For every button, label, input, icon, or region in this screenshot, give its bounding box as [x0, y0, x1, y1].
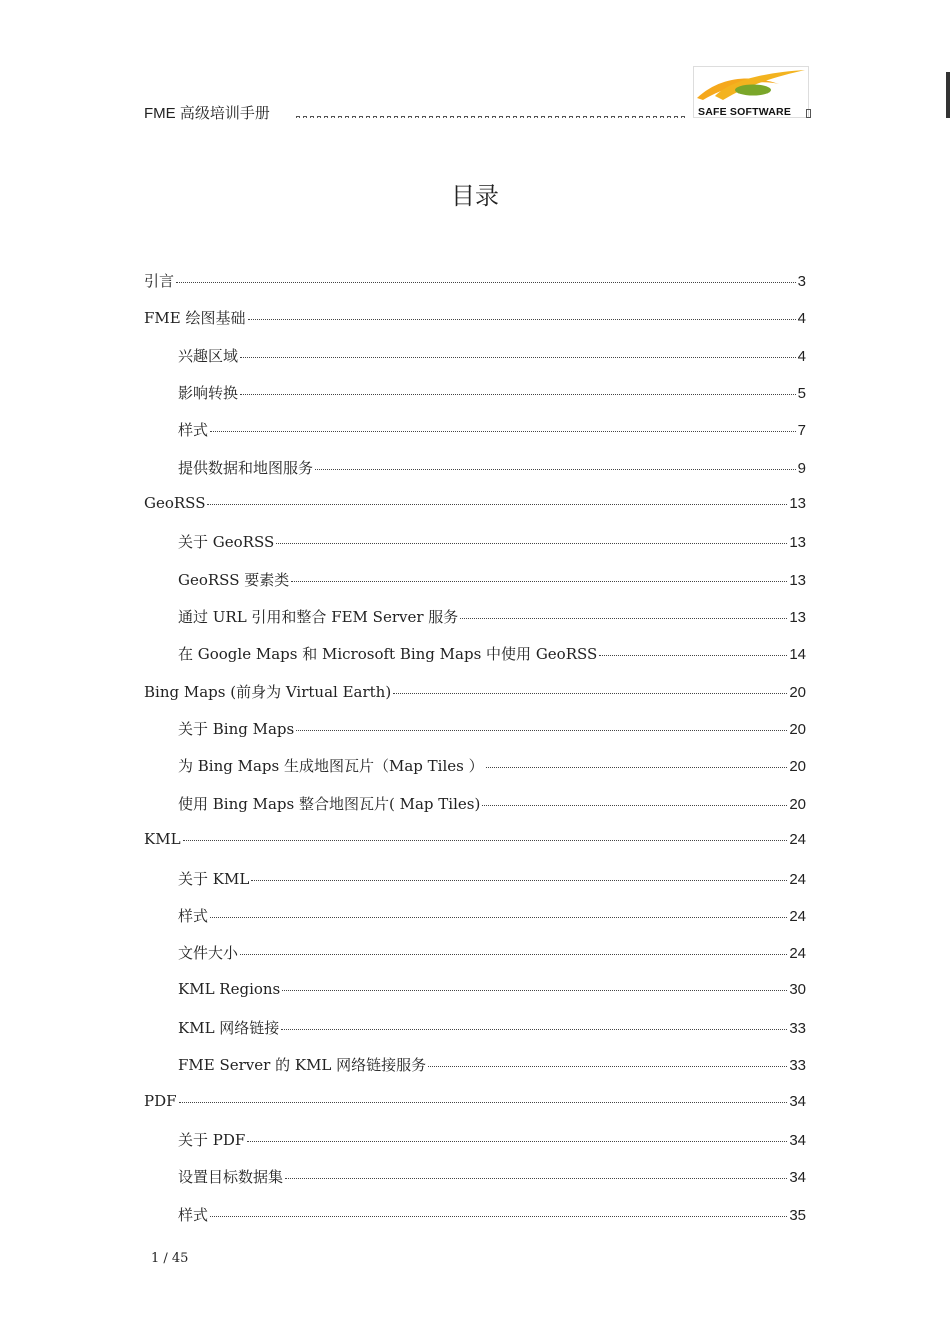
toc-dot-leader — [276, 543, 787, 544]
toc-entry-page-number: 34 — [789, 1131, 806, 1149]
placeholder-glyph — [310, 116, 314, 118]
toc-entry-page-number: 7 — [797, 422, 806, 440]
toc-entry-title[interactable]: 在 Google Maps 和 Microsoft Bing Maps 中使用 GeoRSS — [178, 645, 598, 664]
toc-entry[interactable] — [144, 1092, 806, 1129]
placeholder-glyph — [534, 116, 538, 118]
toc-entry-page-number: 13 — [789, 495, 806, 513]
toc-dot-leader — [183, 840, 788, 841]
toc-entry-page-number: 13 — [789, 609, 806, 627]
toc-entry[interactable] — [144, 905, 806, 942]
placeholder-glyph — [429, 116, 433, 118]
toc-dot-leader — [251, 880, 787, 881]
placeholder-glyph — [541, 116, 545, 118]
toc-entry[interactable] — [144, 1054, 806, 1091]
toc-entry-title[interactable]: 引言 — [144, 272, 175, 290]
toc-entry-page-number: 9 — [797, 459, 806, 477]
toc-entry-page-number: 24 — [789, 831, 806, 849]
toc-entry[interactable] — [144, 569, 806, 606]
placeholder-glyph — [478, 116, 482, 118]
placeholder-glyph — [401, 116, 405, 118]
toc-entry-page-number: 20 — [789, 721, 806, 739]
page-number: 1 / 45 — [151, 1251, 189, 1266]
placeholder-glyph — [380, 116, 384, 118]
toc-dot-leader — [210, 1216, 787, 1217]
toc-entry-page-number: 34 — [789, 1169, 806, 1187]
toc-entry[interactable] — [144, 419, 806, 456]
toc-dot-leader — [176, 282, 796, 283]
placeholder-glyph — [681, 116, 685, 118]
toc-entry-title[interactable]: Bing Maps (前身为 Virtual Earth) — [144, 682, 392, 701]
toc-entry-page-number: 33 — [789, 1057, 806, 1075]
toc-entry-title[interactable]: 关于 PDF — [178, 1130, 246, 1149]
toc-dot-leader — [240, 394, 796, 395]
placeholder-glyph — [646, 116, 650, 118]
toc-entry-title[interactable]: 通过 URL 引用和整合 FEM Server 服务 — [178, 608, 459, 627]
toc-entry-page-number: 20 — [789, 683, 806, 701]
placeholder-glyph — [387, 116, 391, 118]
toc-entry[interactable] — [144, 494, 806, 531]
placeholder-glyph — [296, 116, 300, 118]
header-end-glyph — [806, 109, 811, 118]
toc-entry-title[interactable]: 样式 — [178, 1205, 209, 1224]
toc-dot-leader — [240, 954, 787, 955]
toc-entry[interactable] — [144, 718, 806, 755]
toc-entry-title[interactable]: 样式 — [178, 421, 209, 440]
placeholder-glyph — [324, 116, 328, 118]
toc-entry-page-number: 24 — [789, 907, 806, 925]
placeholder-glyph — [492, 116, 496, 118]
placeholder-glyph — [555, 116, 559, 118]
placeholder-glyph — [632, 116, 636, 118]
placeholder-glyph — [548, 116, 552, 118]
toc-dot-leader — [210, 431, 796, 432]
toc-dot-leader — [486, 767, 788, 768]
toc-entry-title[interactable]: 关于 KML — [178, 869, 250, 888]
placeholder-glyph — [408, 116, 412, 118]
placeholder-glyph — [436, 116, 440, 118]
toc-entry[interactable] — [144, 457, 806, 494]
placeholder-glyph — [345, 116, 349, 118]
toc-entry-page-number: 3 — [797, 273, 806, 290]
toc-entry-page-number: 24 — [789, 945, 806, 963]
page-header — [144, 66, 816, 122]
toc-dot-leader — [599, 655, 787, 656]
toc-entry-title[interactable]: 提供数据和地图服务 — [178, 458, 314, 477]
placeholder-glyph — [303, 116, 307, 118]
toc-entry-page-number: 33 — [789, 1019, 806, 1037]
toc-entry-page-number: 4 — [797, 310, 806, 328]
toc-entry-title[interactable]: 为 Bing Maps 生成地图瓦片（Map Tiles ） — [178, 757, 484, 776]
placeholder-glyph — [352, 116, 356, 118]
placeholder-glyph — [674, 116, 678, 118]
toc-dot-leader — [296, 730, 787, 731]
toc-dot-leader — [247, 1141, 787, 1142]
placeholder-glyph — [639, 116, 643, 118]
placeholder-glyph — [576, 116, 580, 118]
placeholder-glyph — [527, 116, 531, 118]
toc-entry-title[interactable]: 使用 Bing Maps 整合地图瓦片( Map Tiles) — [178, 794, 481, 813]
placeholder-glyph — [604, 116, 608, 118]
placeholder-glyph — [366, 116, 370, 118]
placeholder-glyph — [625, 116, 629, 118]
toc-entry[interactable] — [144, 793, 806, 830]
toc-entry-title[interactable]: KML Regions — [178, 979, 281, 998]
toc-entry-page-number: 4 — [797, 347, 806, 365]
toc-dot-leader — [282, 990, 787, 991]
toc-entry[interactable] — [144, 942, 806, 979]
placeholder-glyph — [499, 116, 503, 118]
placeholder-glyph — [653, 116, 657, 118]
toc-entry-title[interactable]: 影响转换 — [178, 384, 239, 403]
toc-entry-title[interactable]: PDF — [144, 1091, 177, 1110]
placeholder-glyph — [660, 116, 664, 118]
toc-entry[interactable] — [144, 1166, 806, 1203]
toc-dot-leader — [210, 917, 787, 918]
toc-entry[interactable] — [144, 1129, 806, 1166]
toc-entry[interactable] — [144, 755, 806, 792]
toc-entry-page-number: 30 — [789, 980, 806, 998]
toc-entry-page-number: 13 — [789, 534, 806, 552]
toc-dot-leader — [179, 1102, 788, 1103]
toc-entry-title[interactable]: FME 绘图基础 — [144, 309, 246, 328]
placeholder-glyph — [331, 116, 335, 118]
toc-dot-leader — [315, 469, 796, 470]
toc-entry-title[interactable]: 关于 Bing Maps — [178, 720, 295, 739]
toc-entry[interactable] — [144, 345, 806, 382]
toc-entry[interactable] — [144, 643, 806, 680]
toc-entry-page-number: 14 — [789, 646, 806, 664]
placeholder-glyph — [569, 116, 573, 118]
toc-entry-page-number: 5 — [797, 385, 806, 403]
toc-entry[interactable] — [144, 1017, 806, 1054]
placeholder-glyph — [457, 116, 461, 118]
toc-entry-title[interactable]: 兴趣区域 — [178, 346, 239, 365]
toc-dot-leader — [460, 618, 787, 619]
toc-dot-leader — [393, 693, 787, 694]
toc-dot-leader — [285, 1178, 787, 1179]
toc-entry-page-number: 24 — [789, 870, 806, 888]
placeholder-glyph — [464, 116, 468, 118]
placeholder-glyph — [506, 116, 510, 118]
toc-entry-title[interactable]: KML — [144, 830, 181, 849]
placeholder-glyph — [597, 116, 601, 118]
header-placeholder-glyphs — [296, 109, 688, 118]
toc-entry-page-number: 34 — [789, 1092, 806, 1110]
placeholder-glyph — [394, 116, 398, 118]
placeholder-glyph — [373, 116, 377, 118]
toc-entry-page-number: 20 — [789, 758, 806, 776]
toc-dot-leader — [291, 581, 787, 582]
placeholder-glyph — [513, 116, 517, 118]
placeholder-glyph — [485, 116, 489, 118]
safe-software-logo — [693, 66, 809, 118]
toc-entry-title[interactable]: GeoRSS — [144, 494, 206, 513]
toc-entry-page-number: 35 — [789, 1206, 806, 1224]
toc-entry-title[interactable]: GeoRSS 要素类 — [178, 570, 290, 589]
toc-entry[interactable] — [144, 606, 806, 643]
toc-entry-title[interactable]: 关于 GeoRSS — [178, 533, 275, 552]
placeholder-glyph — [338, 116, 342, 118]
toc-entry[interactable] — [144, 307, 806, 344]
page-title: 目录 — [451, 182, 499, 210]
toc-entry[interactable] — [144, 382, 806, 419]
placeholder-glyph — [590, 116, 594, 118]
placeholder-glyph — [443, 116, 447, 118]
header-title: FME 高级培训手册 — [144, 105, 270, 122]
placeholder-glyph — [667, 116, 671, 118]
placeholder-glyph — [450, 116, 454, 118]
toc-dot-leader — [240, 357, 796, 358]
toc-entry[interactable] — [144, 270, 806, 307]
placeholder-glyph — [611, 116, 615, 118]
page-edge-mark — [946, 72, 950, 118]
toc-entry-page-number: 20 — [789, 795, 806, 813]
toc-entry-title[interactable]: FME Server 的 KML 网络链接服务 — [178, 1056, 427, 1075]
toc-entry-title[interactable]: 样式 — [178, 906, 209, 925]
toc-entry[interactable] — [144, 1204, 806, 1241]
toc-entry-title[interactable]: 文件大小 — [178, 944, 239, 963]
toc-entry-page-number: 13 — [789, 571, 806, 589]
table-of-contents — [144, 270, 806, 1241]
placeholder-glyph — [562, 116, 566, 118]
toc-dot-leader — [207, 504, 787, 505]
toc-entry-title[interactable]: 设置目标数据集 — [178, 1168, 284, 1187]
toc-entry[interactable] — [144, 980, 806, 1017]
toc-entry[interactable] — [144, 681, 806, 718]
placeholder-glyph — [583, 116, 587, 118]
logo-text: SAFE SOFTWARE — [698, 106, 792, 118]
placeholder-glyph — [520, 116, 524, 118]
placeholder-glyph — [415, 116, 419, 118]
placeholder-glyph — [618, 116, 622, 118]
toc-entry-title[interactable]: KML 网络链接 — [178, 1018, 280, 1037]
placeholder-glyph — [422, 116, 426, 118]
toc-entry[interactable] — [144, 830, 806, 867]
toc-entry[interactable] — [144, 531, 806, 568]
toc-dot-leader — [248, 319, 796, 320]
toc-dot-leader — [482, 805, 787, 806]
placeholder-glyph — [471, 116, 475, 118]
toc-dot-leader — [428, 1066, 787, 1067]
placeholder-glyph — [317, 116, 321, 118]
toc-dot-leader — [281, 1029, 787, 1030]
toc-entry[interactable] — [144, 868, 806, 905]
placeholder-glyph — [359, 116, 363, 118]
